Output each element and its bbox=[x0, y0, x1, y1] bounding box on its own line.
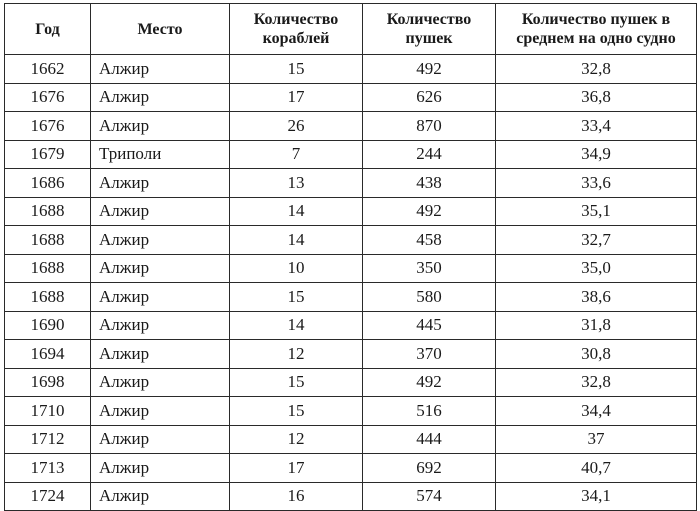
cell-ships: 12 bbox=[230, 425, 363, 454]
table-row bbox=[5, 254, 697, 283]
cell-avg: 34,4 bbox=[496, 397, 697, 426]
cell-year: 1688 bbox=[5, 283, 91, 312]
table-row bbox=[5, 55, 697, 84]
cell-ships: 10 bbox=[230, 254, 363, 283]
table-row bbox=[5, 83, 697, 112]
cell-avg: 36,8 bbox=[496, 83, 697, 112]
cell-place: Алжир bbox=[91, 226, 230, 255]
table-row bbox=[5, 482, 697, 511]
cell-place: Алжир bbox=[91, 283, 230, 312]
cell-avg: 31,8 bbox=[496, 311, 697, 340]
table-row bbox=[5, 283, 697, 312]
fleet-table bbox=[4, 3, 697, 511]
cell-avg: 30,8 bbox=[496, 340, 697, 369]
cell-place: Алжир bbox=[91, 397, 230, 426]
cell-avg: 35,0 bbox=[496, 254, 697, 283]
cell-avg: 37 bbox=[496, 425, 697, 454]
cell-guns: 516 bbox=[363, 397, 496, 426]
cell-ships: 16 bbox=[230, 482, 363, 511]
cell-year: 1688 bbox=[5, 197, 91, 226]
header-ships: Количество кораблей bbox=[230, 4, 363, 55]
cell-guns: 692 bbox=[363, 454, 496, 483]
cell-ships: 15 bbox=[230, 397, 363, 426]
cell-ships: 14 bbox=[230, 226, 363, 255]
cell-ships: 17 bbox=[230, 83, 363, 112]
cell-place: Алжир bbox=[91, 311, 230, 340]
cell-ships: 13 bbox=[230, 169, 363, 198]
cell-year: 1688 bbox=[5, 254, 91, 283]
cell-place: Триполи bbox=[91, 140, 230, 169]
cell-avg: 35,1 bbox=[496, 197, 697, 226]
cell-year: 1712 bbox=[5, 425, 91, 454]
cell-guns: 458 bbox=[363, 226, 496, 255]
table-row bbox=[5, 226, 697, 255]
header-place: Место bbox=[91, 4, 230, 55]
cell-ships: 15 bbox=[230, 368, 363, 397]
cell-ships: 15 bbox=[230, 283, 363, 312]
table-row bbox=[5, 368, 697, 397]
cell-guns: 580 bbox=[363, 283, 496, 312]
cell-place: Алжир bbox=[91, 368, 230, 397]
cell-year: 1694 bbox=[5, 340, 91, 369]
cell-year: 1688 bbox=[5, 226, 91, 255]
cell-ships: 15 bbox=[230, 55, 363, 84]
cell-avg: 34,9 bbox=[496, 140, 697, 169]
cell-place: Алжир bbox=[91, 55, 230, 84]
header-year: Год bbox=[5, 4, 91, 55]
cell-ships: 7 bbox=[230, 140, 363, 169]
table-row bbox=[5, 425, 697, 454]
cell-ships: 14 bbox=[230, 197, 363, 226]
cell-place: Алжир bbox=[91, 425, 230, 454]
cell-guns: 244 bbox=[363, 140, 496, 169]
header-guns: Количество пушек bbox=[363, 4, 496, 55]
cell-avg: 34,1 bbox=[496, 482, 697, 511]
cell-year: 1698 bbox=[5, 368, 91, 397]
table-body bbox=[5, 55, 697, 511]
cell-avg: 32,8 bbox=[496, 368, 697, 397]
table-row bbox=[5, 311, 697, 340]
cell-place: Алжир bbox=[91, 197, 230, 226]
header-row bbox=[5, 4, 697, 55]
cell-ships: 17 bbox=[230, 454, 363, 483]
cell-year: 1662 bbox=[5, 55, 91, 84]
cell-place: Алжир bbox=[91, 112, 230, 141]
cell-year: 1690 bbox=[5, 311, 91, 340]
cell-ships: 26 bbox=[230, 112, 363, 141]
cell-avg: 32,7 bbox=[496, 226, 697, 255]
cell-place: Алжир bbox=[91, 482, 230, 511]
cell-place: Алжир bbox=[91, 340, 230, 369]
cell-guns: 870 bbox=[363, 112, 496, 141]
cell-guns: 492 bbox=[363, 197, 496, 226]
table-row bbox=[5, 169, 697, 198]
table-row bbox=[5, 340, 697, 369]
cell-guns: 350 bbox=[363, 254, 496, 283]
cell-ships: 12 bbox=[230, 340, 363, 369]
cell-guns: 438 bbox=[363, 169, 496, 198]
cell-guns: 626 bbox=[363, 83, 496, 112]
cell-guns: 445 bbox=[363, 311, 496, 340]
cell-ships: 14 bbox=[230, 311, 363, 340]
cell-guns: 444 bbox=[363, 425, 496, 454]
table-row bbox=[5, 140, 697, 169]
cell-place: Алжир bbox=[91, 169, 230, 198]
cell-guns: 492 bbox=[363, 368, 496, 397]
table-row bbox=[5, 197, 697, 226]
header-avg: Количество пушек в среднем на одно судно bbox=[496, 4, 697, 55]
cell-year: 1676 bbox=[5, 83, 91, 112]
cell-year: 1676 bbox=[5, 112, 91, 141]
table-row bbox=[5, 397, 697, 426]
cell-year: 1724 bbox=[5, 482, 91, 511]
cell-avg: 32,8 bbox=[496, 55, 697, 84]
cell-avg: 40,7 bbox=[496, 454, 697, 483]
cell-guns: 370 bbox=[363, 340, 496, 369]
cell-guns: 574 bbox=[363, 482, 496, 511]
cell-year: 1679 bbox=[5, 140, 91, 169]
cell-guns: 492 bbox=[363, 55, 496, 84]
table-row bbox=[5, 112, 697, 141]
cell-year: 1686 bbox=[5, 169, 91, 198]
cell-year: 1713 bbox=[5, 454, 91, 483]
table-row bbox=[5, 454, 697, 483]
cell-avg: 33,4 bbox=[496, 112, 697, 141]
cell-year: 1710 bbox=[5, 397, 91, 426]
cell-place: Алжир bbox=[91, 454, 230, 483]
cell-avg: 33,6 bbox=[496, 169, 697, 198]
cell-place: Алжир bbox=[91, 83, 230, 112]
cell-avg: 38,6 bbox=[496, 283, 697, 312]
cell-place: Алжир bbox=[91, 254, 230, 283]
